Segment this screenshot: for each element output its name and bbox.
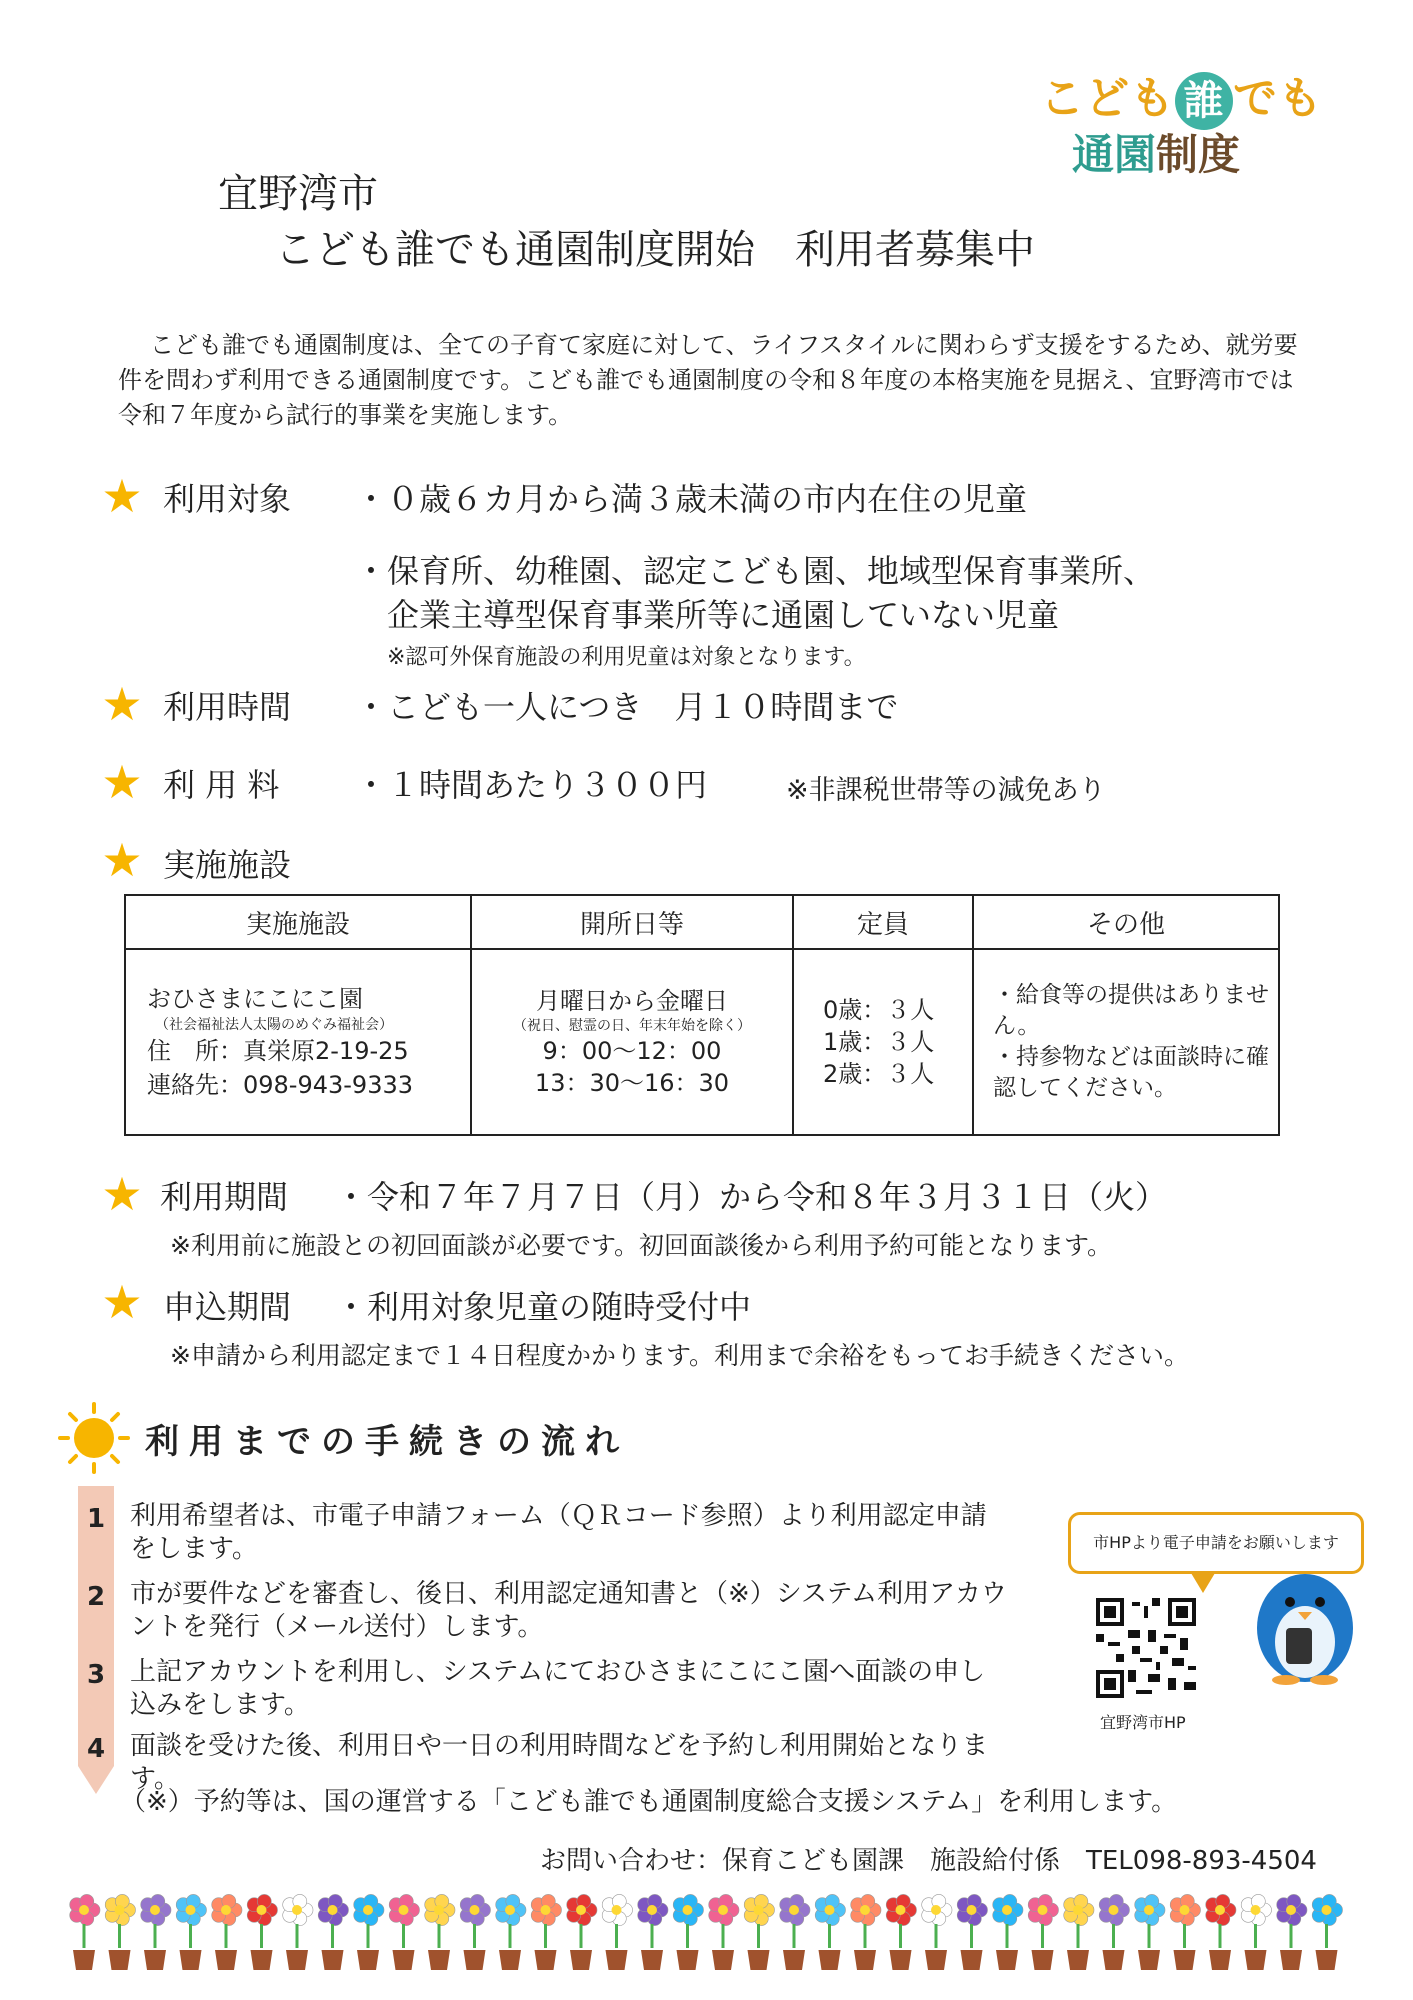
target-item-2b: 企業主導型保育事業所等に通園していない児童 (387, 596, 1060, 634)
other-note-1: ・給食等の提供はありません。 (993, 982, 1269, 1039)
logo-text: 通園 (1072, 130, 1157, 179)
contact-info: お問い合わせ：保育こども園課 施設給付係 TEL098-893-4504 (540, 1846, 1317, 1876)
qr-speech-bubble: 市HPより電子申請をお願いします (1068, 1512, 1364, 1574)
logo-text: でも (1233, 73, 1323, 124)
other-cell (973, 949, 1279, 1135)
capacity-age2: 2歳：３人 (823, 1060, 935, 1088)
program-logo (1040, 62, 1323, 130)
hours-morning: 9：00〜12：00 (542, 1037, 722, 1065)
qr-label: 宜野湾市HP (1100, 1713, 1186, 1732)
facility-name: おひさまにこにこ園 (147, 985, 363, 1013)
section-label-facility: 実施施設 (163, 846, 292, 884)
capacity-cell (793, 949, 973, 1135)
logo-text: 制度 (1156, 130, 1241, 179)
table-header: 開所日等 (471, 895, 793, 949)
fee-item: ・１時間あたり３００円 (355, 766, 708, 804)
section-label-time: 利用時間 (163, 688, 292, 726)
table-header: その他 (973, 895, 1279, 949)
logo-circle: 誰 (1175, 72, 1233, 130)
facility-address: 住 所：真栄原2-19-25 (147, 1037, 409, 1065)
logo-text: こども (1040, 73, 1175, 124)
hours-afternoon: 13：30〜16：30 (534, 1069, 730, 1097)
step-number: 3 (86, 1660, 106, 1690)
flow-title: 利用までの手続きの流れ (145, 1422, 629, 1462)
open-days: 月曜日から金曜日 (536, 987, 728, 1015)
star-icon: ★ (101, 1167, 143, 1221)
step-text: 市が要件などを審査し、後日、利用認定通知書と（※）システム利用アカウントを発行（メール送付）します。 (130, 1579, 1007, 1642)
star-icon: ★ (101, 677, 143, 731)
section-label-fee: 利 用 料 (163, 766, 280, 804)
qr-code-icon[interactable] (1096, 1598, 1196, 1698)
flower-border-decoration (66, 1876, 1346, 1976)
star-icon: ★ (101, 755, 143, 809)
sun-icon (58, 1402, 130, 1474)
time-item: ・こども一人につき 月１０時間まで (355, 688, 899, 726)
step-text: 利用希望者は、市電子申請フォーム（ＱＲコード参照）より利用認定申請をします。 (130, 1501, 987, 1564)
table-header: 定員 (793, 895, 973, 949)
step-number: 2 (86, 1582, 106, 1612)
section-label-target: 利用対象 (163, 480, 292, 518)
capacity-age1: 1歳：３人 (823, 1028, 935, 1056)
step-number: 4 (86, 1734, 106, 1764)
period-note: ※利用前に施設との初回面談が必要です。初回面談後から利用予約可能となります。 (170, 1231, 1112, 1260)
section-label-apply: 申込期間 (163, 1288, 292, 1326)
step-number: 1 (86, 1504, 106, 1534)
fee-note: ※非課税世帯等の減免あり (786, 775, 1106, 806)
other-note-2: ・持参物などは面談時に確認してください。 (993, 1044, 1269, 1101)
days-cell (471, 949, 793, 1135)
page-title: こども誰でも通園制度開始 利用者募集中 (275, 227, 1035, 273)
open-days-note: （祝日、慰霊の日、年末年始を除く） (513, 1018, 751, 1034)
intro-paragraph: こども誰でも通園制度は、全ての子育て家庭に対して、ライフスタイルに関わらず支援をするため、就労要件を問わず利用できる通園制度です。こども誰でも通園制度の令和８年度の本格実施を見据え、宜野湾市では令和７年度から試行的事業を実施します。 (118, 331, 1298, 429)
period-item: ・令和７年７月７日（月）から令和８年３月３１日（火） (335, 1178, 1168, 1216)
section-label-period: 利用期間 (160, 1178, 289, 1216)
penguin-mascot-icon (1240, 1556, 1370, 1686)
target-item-2: ・保育所、幼稚園、認定こども園、地域型保育事業所、 (355, 552, 1156, 590)
facility-phone: 連絡先：098-943-9333 (147, 1071, 414, 1099)
star-icon: ★ (101, 833, 143, 887)
program-logo-line2 (1072, 122, 1240, 182)
system-note: （※）予約等は、国の運営する「こども誰でも通園制度総合支援システム」を利用します。 (120, 1787, 1178, 1817)
facility-cell (125, 949, 471, 1135)
target-note: ※認可外保育施設の利用児童は対象となります。 (387, 645, 866, 670)
target-item-1: ・０歳６カ月から満３歳未満の市内在住の児童 (355, 480, 1028, 518)
capacity-age0: 0歳：３人 (823, 996, 935, 1024)
table-header: 実施施設 (125, 895, 471, 949)
page-title-city: 宜野湾市 (218, 171, 378, 217)
apply-item: ・利用対象児童の随時受付中 (335, 1288, 752, 1326)
facility-corp: （社会福祉法人太陽のめぐみ福祉会） (155, 1017, 393, 1033)
star-icon: ★ (101, 469, 143, 523)
apply-note: ※申請から利用認定まで１４日程度かかります。利用まで余裕をもってお手続きください。 (170, 1341, 1189, 1370)
facility-table (124, 894, 1280, 1136)
step-text: 上記アカウントを利用し、システムにておひさまにこにこ園へ面談の申し込みをします。 (130, 1657, 986, 1720)
step-text: 面談を受けた後、利用日や一日の利用時間などを予約し利用開始となります。 (130, 1731, 989, 1794)
star-icon: ★ (101, 1275, 143, 1329)
